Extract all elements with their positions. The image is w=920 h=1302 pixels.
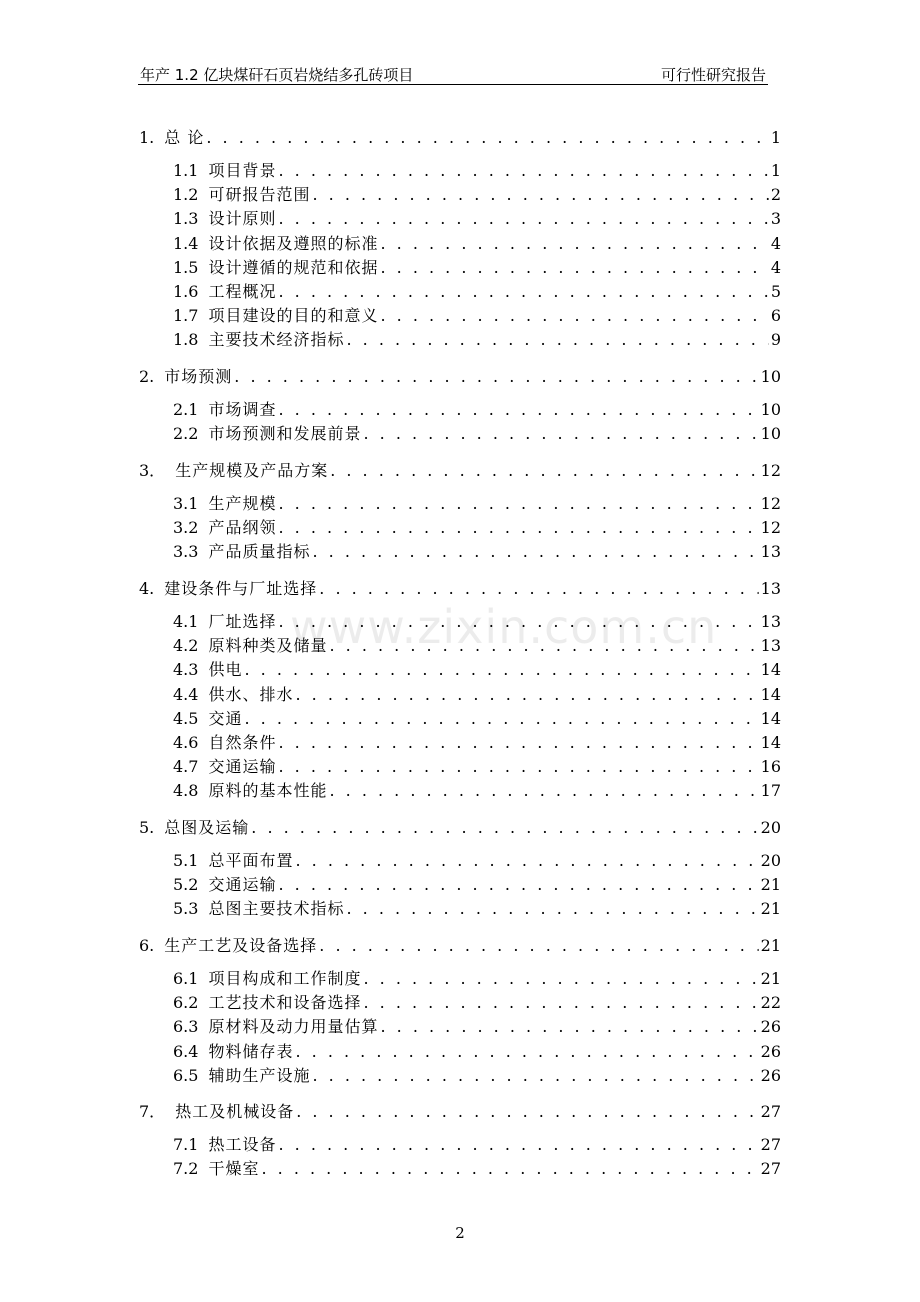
toc-entry-page-number: 10 — [760, 400, 781, 419]
toc-entry-number: 2.1 — [173, 400, 199, 419]
toc-section-entry[interactable] — [173, 257, 781, 279]
toc-leader-dots — [278, 517, 758, 539]
toc-entry-page-number: 26 — [760, 1017, 781, 1036]
toc-leader-dots — [319, 935, 758, 957]
toc-entry-page-number: 6 — [770, 306, 781, 325]
toc-entry-title: 干燥室 — [208, 1159, 260, 1178]
toc-section-entry[interactable] — [173, 493, 781, 515]
toc-entry-number: 2.2 — [173, 424, 199, 443]
toc-entry-title: 总图及运输 — [164, 818, 250, 837]
toc-entry-number: 6. — [139, 936, 155, 955]
toc-entry-title: 主要技术经济指标 — [208, 330, 345, 349]
toc-entry-page-number: 17 — [760, 781, 781, 800]
toc-entry-page-number: 20 — [760, 818, 781, 837]
toc-section-entry[interactable] — [173, 968, 781, 990]
toc-entry-number: 5.3 — [173, 899, 199, 918]
toc-entry-number: 4.4 — [173, 685, 199, 704]
page-number: 2 — [455, 1224, 465, 1242]
toc-section-entry[interactable] — [173, 233, 781, 255]
toc-entry-page-number: 4 — [770, 234, 781, 253]
toc-entry-page-number: 12 — [760, 518, 781, 537]
toc-leader-dots — [346, 898, 758, 920]
toc-entry-number: 5.1 — [173, 851, 199, 870]
toc-entry-number: 7． — [139, 1102, 166, 1121]
toc-entry-number: 6.1 — [173, 969, 199, 988]
toc-entry-page-number: 10 — [760, 424, 781, 443]
toc-section-entry[interactable] — [173, 659, 781, 681]
toc-entry-title: 设计遵循的规范和依据 — [208, 258, 379, 277]
toc-section-entry[interactable] — [173, 184, 781, 206]
toc-entry-title: 设计依据及遵照的标准 — [208, 234, 379, 253]
toc-entry-page-number: 20 — [760, 851, 781, 870]
toc-section-entry[interactable] — [173, 329, 781, 351]
toc-leader-dots — [380, 1016, 758, 1038]
toc-entry-title: 交通运输 — [208, 757, 277, 776]
toc-section-entry[interactable] — [173, 780, 781, 802]
toc-section-entry[interactable] — [173, 281, 781, 303]
toc-section-entry[interactable] — [173, 517, 781, 539]
toc-entry-page-number: 13 — [760, 612, 781, 631]
toc-leader-dots — [295, 1041, 758, 1063]
toc-chapter-entry[interactable] — [139, 1101, 781, 1123]
toc-entry-title: 项目背景 — [208, 161, 277, 180]
toc-leader-dots — [278, 732, 758, 754]
toc-entry-title: 项目构成和工作制度 — [208, 969, 362, 988]
toc-entry-page-number: 21 — [760, 936, 781, 955]
toc-leader-dots — [296, 1101, 758, 1123]
toc-section-entry[interactable] — [173, 541, 781, 563]
toc-entry-number: 6.4 — [173, 1042, 199, 1061]
toc-entry-page-number: 4 — [770, 258, 781, 277]
toc-leader-dots — [206, 127, 768, 149]
toc-leader-dots — [330, 460, 758, 482]
toc-section-entry[interactable] — [173, 992, 781, 1014]
toc-entry-number: 4.6 — [173, 733, 199, 752]
toc-leader-dots — [329, 780, 758, 802]
toc-leader-dots — [278, 160, 768, 182]
toc-entry-page-number: 12 — [760, 494, 781, 513]
toc-leader-dots — [278, 493, 758, 515]
toc-entry-page-number: 22 — [760, 993, 781, 1012]
toc-leader-dots — [363, 992, 758, 1014]
toc-entry-title: 设计原则 — [208, 209, 277, 228]
toc-section-entry[interactable] — [173, 756, 781, 778]
toc-entry-title: 交通运输 — [208, 875, 277, 894]
toc-entry-number: 1.2 — [173, 185, 199, 204]
toc-chapter-entry[interactable] — [139, 935, 781, 957]
toc-leader-dots — [363, 968, 758, 990]
toc-leader-dots — [261, 1158, 758, 1180]
toc-entry-number: 1.8 — [173, 330, 199, 349]
toc-entry-page-number: 14 — [760, 733, 781, 752]
toc-entry-page-number: 1 — [770, 161, 781, 180]
toc-section-entry[interactable] — [173, 1134, 781, 1156]
toc-chapter-entry[interactable] — [139, 817, 781, 839]
toc-entry-title: 原料种类及储量 — [208, 636, 328, 655]
toc-section-entry[interactable] — [173, 684, 781, 706]
toc-leader-dots — [363, 423, 758, 445]
toc-leader-dots — [380, 233, 768, 255]
toc-entry-title: 物料储存表 — [208, 1042, 294, 1061]
toc-entry-page-number: 14 — [760, 709, 781, 728]
toc-chapter-entry[interactable] — [139, 578, 781, 600]
toc-entry-page-number: 1 — [770, 128, 781, 147]
toc-entry-page-number: 12 — [760, 461, 781, 480]
toc-entry-title: 市场预测和发展前景 — [208, 424, 362, 443]
toc-entry-page-number: 21 — [760, 875, 781, 894]
toc-section-entry[interactable] — [173, 399, 781, 421]
toc-entry-page-number: 21 — [760, 969, 781, 988]
toc-section-entry[interactable] — [173, 635, 781, 657]
toc-entry-page-number: 14 — [760, 685, 781, 704]
toc-leader-dots — [319, 578, 758, 600]
toc-entry-title: 建设条件与厂址选择 — [164, 579, 318, 598]
header-document-title: 年产 1.2 亿块煤矸石页岩烧结多孔砖项目 — [140, 66, 414, 84]
toc-leader-dots — [251, 817, 758, 839]
toc-leader-dots — [234, 366, 758, 388]
toc-entry-number: 1.6 — [173, 282, 199, 301]
toc-entry-page-number: 26 — [760, 1066, 781, 1085]
toc-leader-dots — [380, 305, 768, 327]
toc-entry-title: 厂址选择 — [208, 612, 277, 631]
toc-section-entry[interactable] — [173, 611, 781, 633]
toc-leader-dots — [295, 850, 758, 872]
toc-entry-number: 4.1 — [173, 612, 199, 631]
toc-entry-title: 总平面布置 — [208, 851, 294, 870]
toc-leader-dots — [278, 756, 758, 778]
toc-entry-number: 4.7 — [173, 757, 199, 776]
toc-entry-title: 总图主要技术指标 — [208, 899, 345, 918]
toc-entry-title: 原料的基本性能 — [208, 781, 328, 800]
toc-entry-title: 生产工艺及设备选择 — [164, 936, 318, 955]
toc-entry-number: 3． — [139, 461, 166, 480]
toc-entry-number: 3.3 — [173, 542, 199, 561]
toc-entry-page-number: 2 — [770, 185, 781, 204]
toc-leader-dots — [346, 329, 768, 351]
toc-entry-page-number: 13 — [760, 579, 781, 598]
toc-entry-title: 总 论 — [164, 128, 205, 147]
toc-entry-title: 生产规模 — [208, 494, 277, 513]
toc-entry-title: 热工设备 — [208, 1135, 277, 1154]
toc-entry-title: 生产规模及产品方案 — [175, 461, 329, 480]
toc-entry-page-number: 14 — [760, 660, 781, 679]
toc-entry-title: 产品纲领 — [208, 518, 277, 537]
toc-entry-page-number: 27 — [760, 1159, 781, 1178]
toc-entry-title: 自然条件 — [208, 733, 277, 752]
toc-section-entry[interactable] — [173, 850, 781, 872]
toc-section-entry[interactable] — [173, 1158, 781, 1180]
toc-leader-dots — [312, 184, 768, 206]
toc-entry-number: 4.5 — [173, 709, 199, 728]
toc-section-entry[interactable] — [173, 732, 781, 754]
toc-leader-dots — [329, 635, 758, 657]
toc-entry-number: 1.3 — [173, 209, 199, 228]
toc-chapter-entry[interactable] — [139, 460, 781, 482]
toc-section-entry[interactable] — [173, 898, 781, 920]
toc-entry-number: 1. — [139, 128, 155, 147]
toc-section-entry[interactable] — [173, 1041, 781, 1063]
toc-leader-dots — [278, 874, 758, 896]
toc-leader-dots — [278, 1134, 758, 1156]
toc-entry-title: 项目建设的目的和意义 — [208, 306, 379, 325]
toc-entry-title: 热工及机械设备 — [175, 1102, 295, 1121]
toc-entry-number: 5. — [139, 818, 155, 837]
toc-entry-number: 1.7 — [173, 306, 199, 325]
toc-section-entry[interactable] — [173, 1016, 781, 1038]
toc-entry-number: 4.2 — [173, 636, 199, 655]
toc-entry-number: 3.2 — [173, 518, 199, 537]
toc-chapter-entry[interactable] — [139, 127, 781, 149]
toc-section-entry[interactable] — [173, 1065, 781, 1087]
toc-entry-number: 4.8 — [173, 781, 199, 800]
toc-leader-dots — [244, 659, 758, 681]
toc-leader-dots — [312, 1065, 758, 1087]
toc-section-entry[interactable] — [173, 160, 781, 182]
toc-entry-title: 市场调查 — [208, 400, 277, 419]
toc-entry-number: 6.2 — [173, 993, 199, 1012]
toc-section-entry[interactable] — [173, 874, 781, 896]
toc-entry-title: 工艺技术和设备选择 — [208, 993, 362, 1012]
toc-entry-page-number: 10 — [760, 367, 781, 386]
toc-entry-title: 交通 — [208, 709, 243, 728]
toc-section-entry[interactable] — [173, 423, 781, 445]
toc-entry-page-number: 16 — [760, 757, 781, 776]
toc-entry-number: 6.5 — [173, 1066, 199, 1085]
toc-leader-dots — [278, 281, 768, 303]
toc-section-entry[interactable] — [173, 708, 781, 730]
toc-entry-page-number: 5 — [770, 282, 781, 301]
toc-leader-dots — [278, 611, 758, 633]
toc-entry-number: 3.1 — [173, 494, 199, 513]
toc-chapter-entry[interactable] — [139, 366, 781, 388]
watermark: www.zixin.com.cn — [290, 600, 718, 654]
toc-leader-dots — [295, 684, 758, 706]
toc-entry-title: 供电 — [208, 660, 243, 679]
toc-entry-number: 1.1 — [173, 161, 199, 180]
toc-section-entry[interactable] — [173, 305, 781, 327]
toc-leader-dots — [278, 208, 768, 230]
toc-entry-page-number: 27 — [760, 1135, 781, 1154]
toc-entry-number: 7.1 — [173, 1135, 199, 1154]
toc-entry-page-number: 13 — [760, 636, 781, 655]
toc-entry-title: 辅助生产设施 — [208, 1066, 311, 1085]
toc-entry-title: 市场预测 — [164, 367, 233, 386]
toc-entry-title: 原材料及动力用量估算 — [208, 1017, 379, 1036]
toc-leader-dots — [278, 399, 758, 421]
toc-entry-page-number: 21 — [760, 899, 781, 918]
toc-entry-number: 4. — [139, 579, 155, 598]
toc-entry-number: 2. — [139, 367, 155, 386]
toc-entry-number: 4.3 — [173, 660, 199, 679]
toc-entry-number: 1.5 — [173, 258, 199, 277]
toc-entry-page-number: 3 — [770, 209, 781, 228]
toc-entry-title: 可研报告范围 — [208, 185, 311, 204]
toc-entry-page-number: 26 — [760, 1042, 781, 1061]
toc-leader-dots — [244, 708, 758, 730]
toc-entry-title: 供水、排水 — [208, 685, 294, 704]
header-report-type: 可行性研究报告 — [660, 66, 766, 84]
toc-entry-page-number: 27 — [760, 1102, 781, 1121]
toc-entry-number: 6.3 — [173, 1017, 199, 1036]
toc-entry-page-number: 9 — [770, 330, 781, 349]
toc-entry-number: 1.4 — [173, 234, 199, 253]
toc-leader-dots — [312, 541, 758, 563]
toc-entry-title: 工程概况 — [208, 282, 277, 301]
toc-entry-page-number: 13 — [760, 542, 781, 561]
toc-entry-title: 产品质量指标 — [208, 542, 311, 561]
toc-section-entry[interactable] — [173, 208, 781, 230]
toc-leader-dots — [380, 257, 768, 279]
toc-entry-number: 5.2 — [173, 875, 199, 894]
toc-entry-number: 7.2 — [173, 1159, 199, 1178]
